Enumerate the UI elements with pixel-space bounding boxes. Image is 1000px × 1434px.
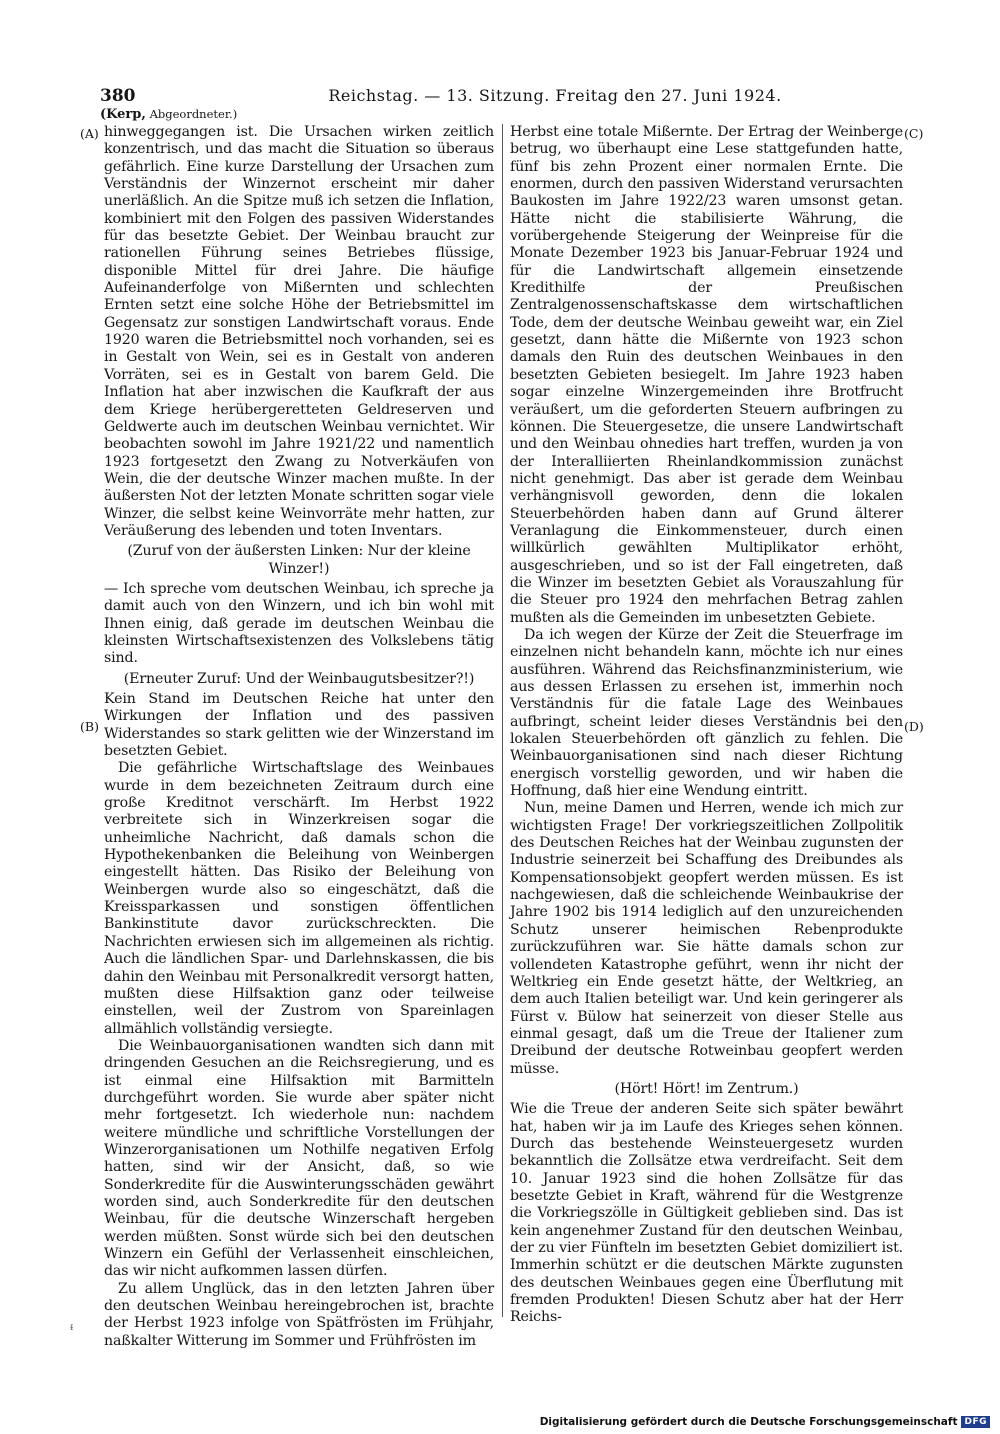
running-title: Reichstag. — 13. Sitzung. Freitag den 27. Juni 1924. bbox=[328, 86, 782, 105]
paragraph: Die gefährliche Wirtschaftslage des Weinbaues wurde in dem bezeichneten Zeitraum durch eine große Kreditnot verschärft. Im Herbst 1922 verbreitete sich in Winzerkreisen sogar die unheimliche Nachricht, daß damals schon die Hypothekenbanken die Beleihung von Weinbergen eingestellt hätten. Das Risiko der Beleihung von Weinbergen wurde also so eingeschätzt, daß die Kreissparkassen und sonstigen öffentlichen Bankinstitute davor zurückschreckten. Die Nachrichten erwiesen sich im allgemeinen als richtig. Auch die ländlichen Spar- und Darlehnskassen, die bis dahin den Weinbau mit Personalkredit versorgt hatten, mußten diese Hilfsaktion ganz oder teilweise einstellen, weil der Zustrom von Spareinlagen allmählich vollständig versiegte. bbox=[104, 760, 494, 1037]
margin-marker-d: (D) bbox=[904, 719, 924, 734]
interjection: (Erneuter Zuruf: Und der Weinbaugutsbesitzer?!) bbox=[123, 670, 475, 687]
column-rule bbox=[502, 124, 503, 1317]
paragraph: — Ich spreche vom deutschen Weinbau, ich spreche ja damit auch von den Winzern, und ich bin wohl mit Ihnen einig, daß gerade im deutschen Weinbau die kleinsten Wirtschaftsexistenzen des Volkslebens tätig sind. bbox=[104, 580, 494, 667]
footer bbox=[540, 1416, 990, 1428]
interjection: (Hört! Hört! im Zentrum.) bbox=[614, 1080, 799, 1097]
paragraph: Nun, meine Damen und Herren, wende ich mich zur wichtigsten Frage! Der vorkriegszeitlichen Zollpolitik des Deutschen Reiches hat der Weinbau zugunsten der Industrie seinerzeit bei Schaffung des Dreibundes als Kompensationsobjekt geopfert werden müssen. Es ist nachgewiesen, daß die schleichende Weinbaukrise der Jahre 1902 bis 1914 lediglich auf den unzureichenden Schutz unserer heimischen Rebenprodukte zurückzuführen war. Sie hätte damals schon zur vollendeten Katastrophe geführt, wenn ihr nicht der Weltkrieg ein Ende gesetzt hätte, der Weltkrieg, an dem auch Italien beteiligt war. Und kein geringerer als Fürst v. Bülow hat seinerzeit von dieser Stelle aus einmal gesagt, daß um die Treue der Italiener zum Dreibund der deutsche Rotweinbau geopfert werden müsse. bbox=[510, 800, 903, 1077]
digitization-credit: Digitalisierung gefördert durch die Deutsche Forschungsgemeinschaft bbox=[539, 1416, 958, 1428]
right-column bbox=[510, 124, 903, 1327]
margin-marker-b: (B) bbox=[80, 719, 99, 734]
margin-marker-a: (A) bbox=[80, 126, 99, 141]
page-number: 380 bbox=[100, 86, 136, 106]
paragraph: Zu allem Unglück, das in den letzten Jahren über den deutschen Weinbau hereingebrochen ist, brachte der Herbst 1923 infolge von Spätfrösten im Frühjahr, naßkalter Witterung im Sommer und Frühfrösten im bbox=[104, 1280, 494, 1349]
speaker-role: Abgeordneter.) bbox=[149, 107, 238, 121]
speaker-tag bbox=[100, 107, 237, 122]
interjection: (Zuruf von der äußersten Linken: Nur der kleine Winzer!) bbox=[127, 543, 471, 577]
paragraph: Kein Stand im Deutschen Reiche hat unter den Wirkungen der Inflation und des passiven Widerstandes so stark gelitten wie der Winzerstand im besetzten Gebiet. bbox=[104, 691, 494, 760]
paragraph: Wie die Treue der anderen Seite sich später bewährt hat, haben wir ja im Laufe des Krieges sehen können. Durch das bestehende Weinsteuergesetz wurden bekanntlich die Zollsätze etwa verdreifacht. Seit dem 10. Januar 1923 sind die hohen Zollsätze für das besetzte Gebiet in Kraft, während für die Westgrenze die Vorkriegszölle in Gültigkeit geblieben sind. Das ist kein angenehmer Zustand für den deutschen Weinbau, der zu vier Fünfteln im besetzten Gebiet domiziliert ist. Immerhin schützt er die deutschen Märkte zugunsten des deutschen Weinbaues gegen eine Überflutung mit fremden Produkten! Diesen Schutz aber hat der Herr Reichs- bbox=[510, 1101, 903, 1326]
speaker-name: (Kerp, bbox=[100, 107, 146, 122]
left-column bbox=[104, 124, 494, 1350]
margin-marker-c: (C) bbox=[904, 126, 924, 141]
paragraph: Herbst eine totale Mißernte. Der Ertrag der Weinberge betrug, wo überhaupt eine Lese stattgefunden hatte, fünf bis zehn Prozent einer normalen Ernte. Die enormen, durch den passiven Widerstand verursachten Baukosten im Jahre 1922/23 waren umsonst getan. Hätte nicht die stabilisierte Währung, die vorübergehende Steigerung der Weinpreise für die Monate Dezember 1923 bis Januar-Februar 1924 und für die Landwirtschaft allgemein einsetzende Kredithilfe der Preußischen Zentralgenossenschaftskasse dem wirtschaftlichen Tode, dem der deutsche Weinbau geweiht war, ein Ziel gesetzt, dann hätte die Mißernte von 1923 schon damals den Ruin des deutschen Weinbaues in den besetzten Gebieten besiegelt. Im Jahre 1923 haben sogar einzelne Winzergemeinden ihre Brotfrucht veräußert, um die geforderten Steuern aufbringen zu können. Die Steuergesetze, die unsere Landwirtschaft und den Weinbau ohnedies hart treffen, wurden ja von der Interalliierten Rheinlandkommission zunächst nicht genehmigt. Das aber ist gerade dem Weinbau verhängnisvoll geworden, denn die lokalen Steuerbehörden haben dann auf Grund älterer Veranlagung die Einkommensteuer, durch einen willkürlich gewählten Multiplikator erhöht, ausgeschrieben, und so ist der Fall eingetreten, daß die Winzer im besetzten Gebiet als Vorauszahlung für die Steuer pro 1924 den mehrfachen Betrag zahlen mußten als die Gemeinden im unbesetzten Gebiete. bbox=[510, 124, 903, 626]
paragraph: hinweggegangen ist. Die Ursachen wirken zeitlich konzentrisch, und das macht die Situation so überaus gefährlich. Eine kurze Darstellung der Ursachen zum Verständnis der Winzernot erscheint mir daher unerläßlich. An die Spitze muß ich setzen die Inflation, kombiniert mit den Folgen des passiven Widerstandes für das besetzte Gebiet. Der Weinbau braucht zur rationellen Führung seines Betriebes flüssige, disponible Mittel für drei Jahre. Die häufige Aufeinanderfolge von Mißernten und schlechten Ernten setzt eine solche Höhe der Betriebsmittel im Gegensatz zur sonstigen Landwirtschaft voraus. Ende 1920 waren die Betriebsmittel noch vorhanden, sei es in Gestalt von Wein, sei es in Gestalt von anderen Vorräten, sei es in Gestalt von barem Geld. Die Inflation hat aber inzwischen die Kaufkraft der aus dem Kriege herübergeretteten Geldreserven und Geldwerte auch im deutschen Weinbau vernichtet. Wir beobachten sowohl im Jahre 1921/22 und namentlich 1923 fortgesetzt den Zwang zu Notverkäufen von Wein, die der deutsche Winzer machen mußte. In der äußersten Not der letzten Monate schritten sogar viele Winzer, die selbst keine Weinvorräte mehr hatten, zur Veräußerung des lebenden und toten Inventars. bbox=[104, 124, 494, 539]
paragraph: Die Weinbauorganisationen wandten sich dann mit dringenden Gesuchen an die Reichsregierung, und es ist einmal eine Hilfsaktion mit Barmitteln durchgeführt worden. Sie wurde aber später nicht mehr fortgesetzt. Ich wiederhole nun: nachdem weitere mündliche und schriftliche Vorstellungen der Winzerorganisationen um Nothilfe negativen Erfolg hatten, sind wir der Ansicht, daß, so wie Sonderkredite für die Auswinterungsschäden gewährt worden sind, auch Sonderkredite für den deutschen Weinbau, für die deutsche Winzerschaft hergeben werden müßten. Sonst würde sich bei den deutschen Winzern ein Gefühl der Verlassenheit einschleichen, das wir nicht aufkommen lassen dürfen. bbox=[104, 1037, 494, 1280]
page-header bbox=[100, 86, 910, 108]
dfg-logo: DFG bbox=[961, 1416, 990, 1428]
paragraph: Da ich wegen der Kürze der Zeit die Steuerfrage im einzelnen nicht behandeln kann, möchte ich nur eines ausführen. Während das Reichsfinanzministerium, wie aus dessen Erlassen zu ersehen ist, immerhin noch Verständnis für die fatale Lage des Weinbaues aufbringt, scheint leider dieses Verständnis bei den lokalen Steuerbehörden oft gänzlich zu fehlen. Die Weinbauorganisationen sind nach dieser Richtung energisch vorstellig geworden, und wir haben die Hoffnung, daß hier eine Wendung eintritt. bbox=[510, 626, 903, 800]
scan-artifact-mark: ᵻ bbox=[70, 1322, 74, 1333]
